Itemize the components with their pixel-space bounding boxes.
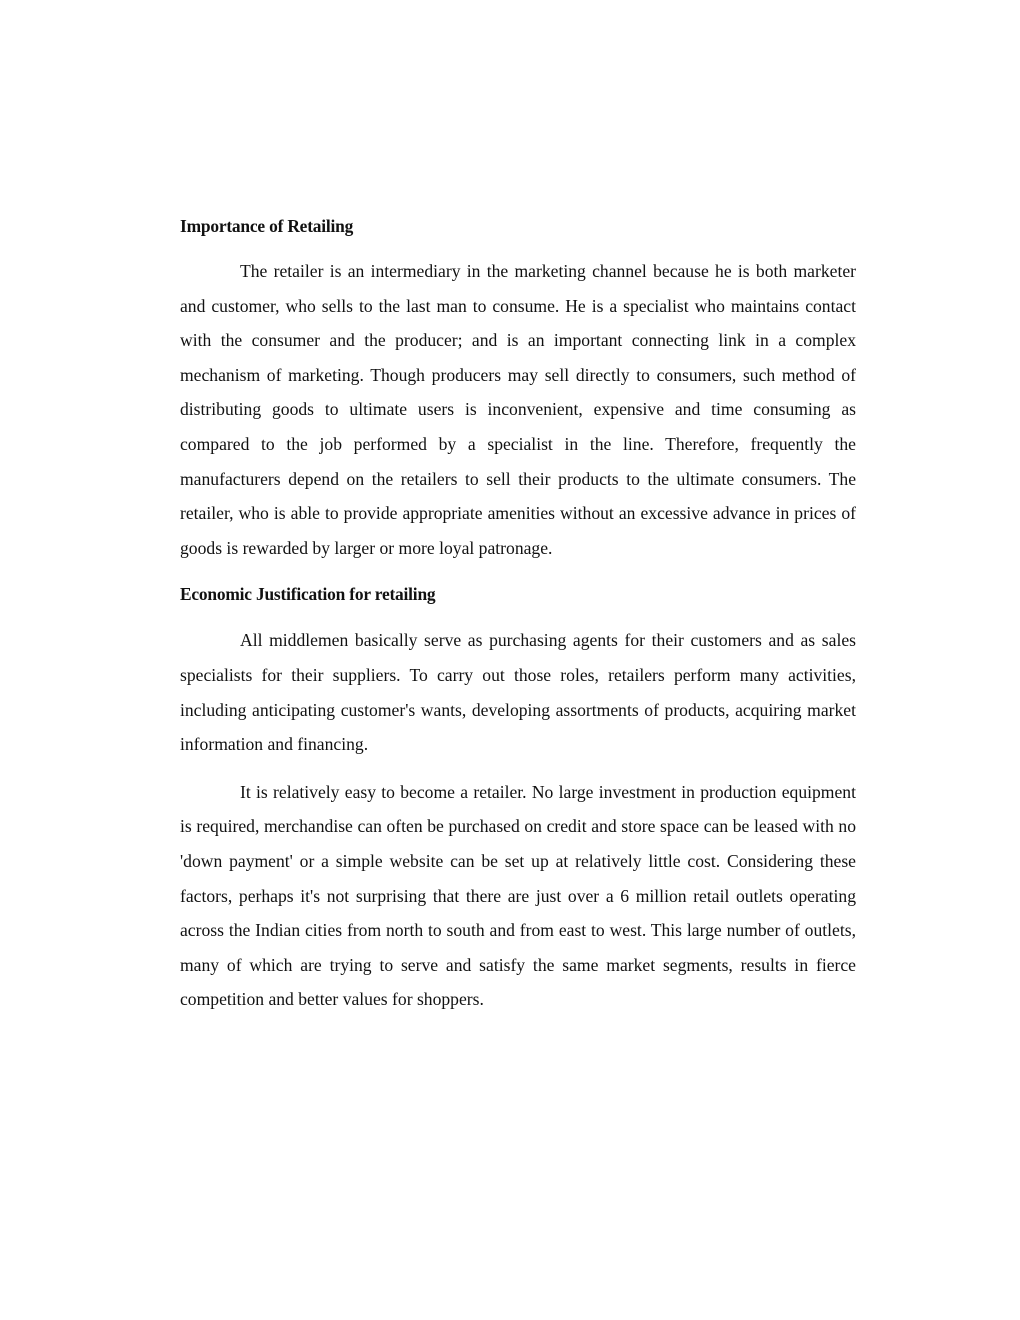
paragraph-middlemen-roles: All middlemen basically serve as purchasing agents for their customers and as sales specialists for their suppliers. To carry out those roles, retailers perform many activities, including anticipating customer's wants, developing assortments of products, acquiring market information and financing.	[180, 630, 856, 755]
section-heading-importance-of-retailing: Importance of Retailing	[180, 216, 354, 236]
paragraph-easy-to-become-retailer: It is relatively easy to become a retailer. No large investment in production equipment is required, merchandise can often be purchased on credit and store space can be leased with no 'down payment' or a simple website can be set up at relatively little cost. Considering these factors, perhaps it's not surprising that there are just over a 6 million retail outlets operating across the Indian cities from north to south and from east to west. This large number of outlets, many of which are trying to serve and satisfy the same market segments, results in fierce competition and better values for shoppers.	[180, 781, 856, 1010]
document-body	[180, 211, 856, 1017]
paragraph-importance-of-retailing: The retailer is an intermediary in the marketing channel because he is both marketer and customer, who sells to the last man to consume. He is a specialist who maintains contact with the consumer and the producer; and is an important connecting link in a complex mechanism of marketing. Though producers may sell directly to consumers, such method of distributing goods to ultimate users is inconvenient, expensive and time consuming as compared to the job performed by a specialist in the line. Therefore, frequently the manufacturers depend on the retailers to sell their products to the ultimate consumers. The retailer, who is able to provide appropriate amenities without an excessive advance in prices of goods is rewarded by larger or more loyal patronage.	[180, 261, 856, 558]
section-heading-economic-justification: Economic Justification for retailing	[180, 584, 436, 605]
